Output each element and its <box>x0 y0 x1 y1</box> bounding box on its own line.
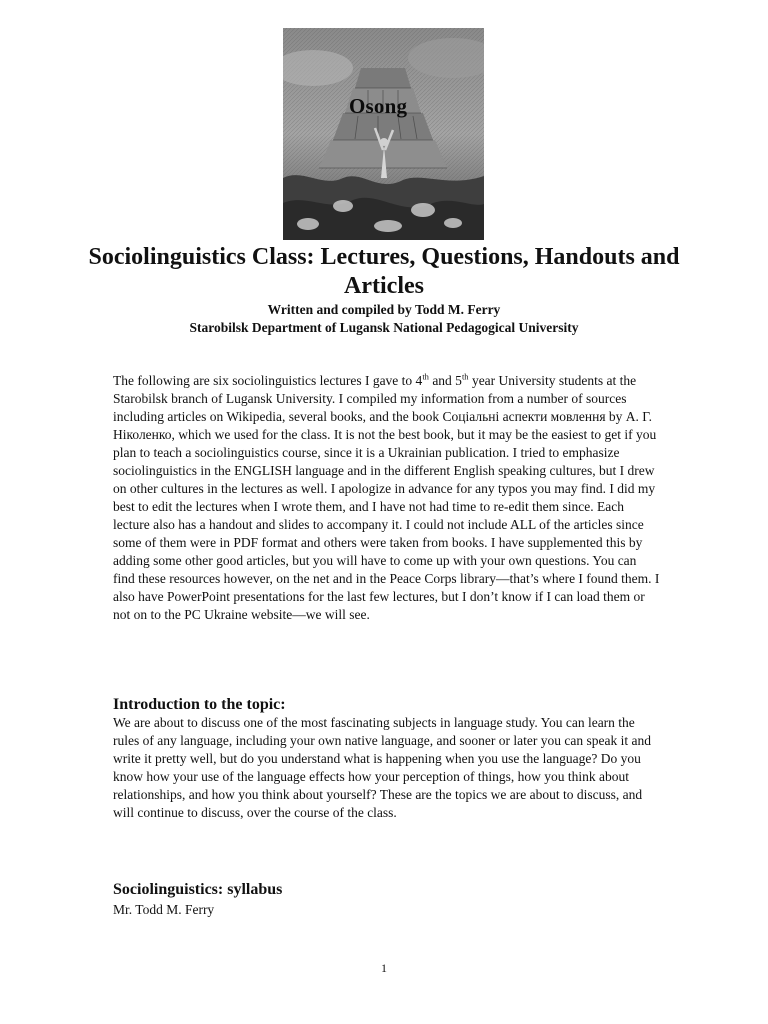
intro-paragraph <box>113 372 661 624</box>
tower-of-babel-engraving-icon <box>283 28 484 240</box>
topic-heading: Introduction to the topic: <box>113 696 286 713</box>
author-line: Written and compiled by Todd M. Ferry <box>267 302 501 317</box>
intro-text-1: The following are six sociolinguistics lectures I gave to 4 <box>113 373 423 388</box>
ordinal-suffix: th <box>461 371 469 382</box>
ordinal-suffix: th <box>422 371 429 382</box>
document-title: Sociolinguistics Class: Lectures, Questions, Handouts and Articles <box>88 244 680 299</box>
intro-text-2: and 5 <box>428 373 462 388</box>
cover-title: Osong <box>349 94 408 118</box>
intro-text-3: year University students at the Starobilsk branch of Lugansk University. I compiled my information from a number of sources including articles on Wikipedia, several books, and the book Соціальні аспекти мовлення by А. Г. Ніколенко, which we used for the class. It is not the best book, but it may be the easiest to get if you plan to teach a sociolinguistics course, since it is a Ukrainian publication. I tried to emphasize sociolinguistics in the ENGLISH language and in the different English speaking cultures, but I drew on other cultures in the lectures as well. I apologize in advance for any typos you may find. I did my best to edit the lectures when I wrote them, and I have not had time to re-edit them since. Each lecture also has a handout and slides to accompany it. I could not include ALL of the articles since some of them were in PDF format and others were taken from books. I have supplemented this by adding some other good articles, but you will have to come up with your own questions. You can find these resources however, on the net and in the Peace Corps library—that’s where I found them. I also have PowerPoint presentations for the last few lectures, but I don’t know if I can load them or not on to the PC Ukraine website—we will see. <box>113 373 660 622</box>
cover-image <box>283 28 484 240</box>
page-number: 1 <box>381 961 387 975</box>
syllabus-heading: Sociolinguistics: syllabus <box>113 881 283 898</box>
affiliation-line: Starobilsk Department of Lugansk National Pedagogical University <box>189 320 579 335</box>
teacher-name: Mr. Todd M. Ferry <box>113 902 215 917</box>
topic-paragraph: We are about to discuss one of the most fascinating subjects in language study. You can learn the rules of any language, including your own native language, and sooner or later you can speak it and write it pretty well, but do you understand what is happening when you use the language? Do you know how your use of the language effects how your perception of things, how you think about relationships, and how you think about yourself? These are the topics we are about to discuss, and will continue to discuss, over the course of the class. <box>113 715 651 820</box>
